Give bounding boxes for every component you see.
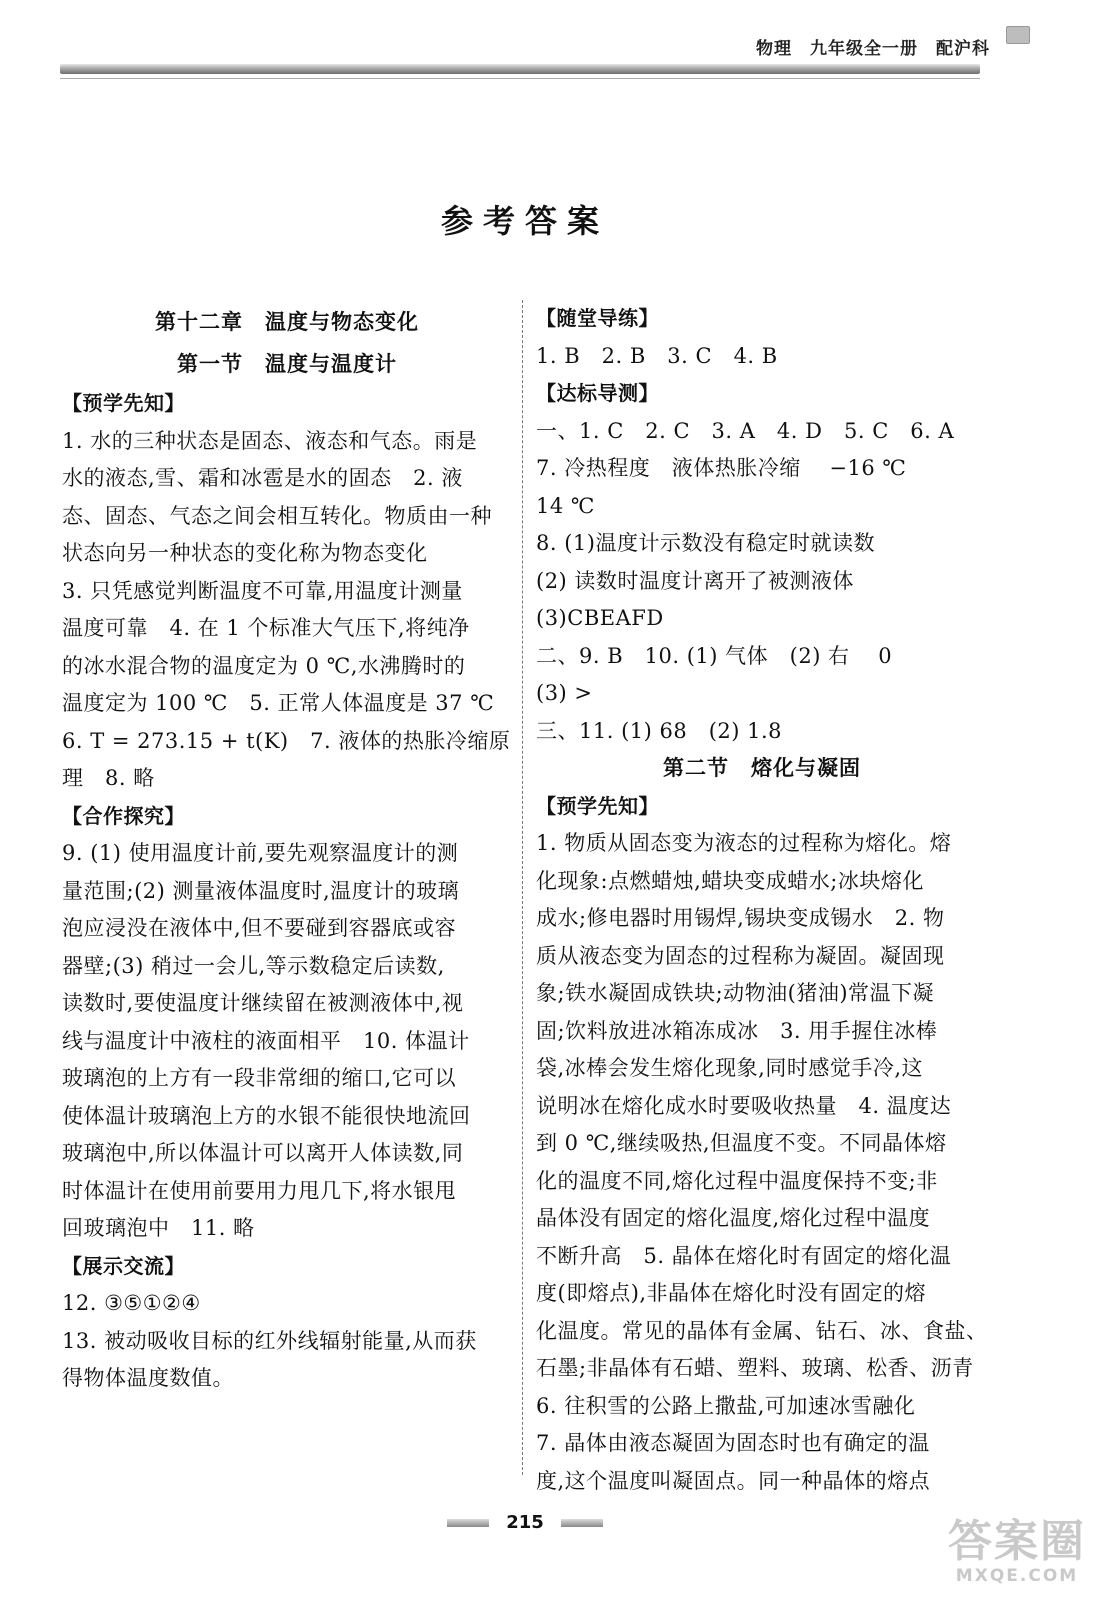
answer-line: 温度定为 100 ℃ 5. 正常人体温度是 37 ℃ bbox=[62, 691, 495, 715]
answer-line: 得物体温度数值。 bbox=[62, 1366, 234, 1390]
left-column-body bbox=[62, 385, 512, 1398]
answer-line: (3)CBEAFD bbox=[536, 606, 664, 630]
answer-line: 量范围;(2) 测量液体温度时,温度计的玻璃 bbox=[62, 878, 460, 903]
answer-line: 线与温度计中液柱的液面相平 10. 体温计 bbox=[62, 1028, 470, 1053]
watermark bbox=[948, 1518, 1086, 1586]
section-label: 【达标导测】 bbox=[536, 381, 659, 405]
section-label: 【随堂导练】 bbox=[536, 306, 659, 330]
answer-line: 象;铁水凝固成铁块;动物油(猪油)常温下凝 bbox=[536, 981, 935, 1005]
answer-line: 9. (1) 使用温度计前,要先观察温度计的测 bbox=[62, 841, 459, 865]
answer-line: 化温度。常见的晶体有金属、钻石、冰、食盐、 bbox=[536, 1318, 988, 1343]
answer-line: 12. ③⑤①②④ bbox=[62, 1291, 201, 1315]
section-label: 【预学先知】 bbox=[62, 391, 185, 415]
answer-line: (3) > bbox=[536, 681, 593, 705]
page-title: 参考答案 bbox=[440, 202, 609, 240]
answer-line: 理 8. 略 bbox=[62, 766, 155, 790]
answer-line: 晶体没有固定的熔化温度,熔化过程中温度 bbox=[536, 1206, 931, 1230]
page-number-ornament-left bbox=[447, 1519, 489, 1527]
answer-line: 器壁;(3) 稍过一会儿,等示数稳定后读数, bbox=[62, 953, 445, 978]
answer-line: 化的温度不同,熔化过程中温度保持不变;非 bbox=[536, 1168, 938, 1193]
header-rule bbox=[60, 64, 980, 74]
answer-line: 度(即熔点),非晶体在熔化时没有固定的熔 bbox=[536, 1281, 927, 1305]
answer-line: 8. (1)温度计示数没有稳定时就读数 bbox=[536, 531, 875, 555]
page-footer bbox=[0, 1512, 1050, 1533]
answer-line: 读数时,要使温度计继续留在被测液体中,视 bbox=[62, 991, 464, 1015]
watermark-site: MXQE.COM bbox=[955, 1566, 1079, 1586]
header-subject-line: 物理 九年级全一册 配沪科 bbox=[756, 39, 990, 59]
answer-line: 1. 水的三种状态是固态、液态和气态。雨是 bbox=[62, 428, 478, 453]
answer-line: 成水;修电器时用锡焊,锡块变成锡水 2. 物 bbox=[536, 906, 945, 930]
right-column-body bbox=[536, 300, 988, 1500]
answer-line: 14 ℃ bbox=[536, 493, 595, 518]
header-rule-thin bbox=[60, 78, 980, 79]
right-column bbox=[536, 300, 988, 1500]
answer-line: 玻璃泡的上方有一段非常细的缩口,它可以 bbox=[62, 1066, 457, 1090]
answer-line: 7. 晶体由液态凝固为固态时也有确定的温 bbox=[536, 1431, 930, 1455]
answer-line: 三、11. (1) 68 (2) 1.8 bbox=[536, 718, 783, 743]
answer-line: 袋,冰棒会发生熔化现象,同时感觉手冷,这 bbox=[536, 1056, 924, 1080]
answer-line: 使体温计玻璃泡上方的水银不能很快地流回 bbox=[62, 1103, 471, 1128]
answer-line: 二、9. B 10. (1) 气体 (2) 右 0 bbox=[536, 643, 893, 668]
section-heading: 第一节 温度与温度计 bbox=[177, 351, 397, 376]
header-tab-marker bbox=[1006, 26, 1030, 44]
answer-line: 度,这个温度叫凝固点。同一种晶体的熔点 bbox=[536, 1468, 931, 1493]
answer-line: 到 0 ℃,继续吸热,但温度不变。不同晶体熔 bbox=[536, 1131, 947, 1155]
answer-line: 6. 往积雪的公路上撒盐,可加速冰雪融化 bbox=[536, 1393, 916, 1418]
answer-line: 3. 只凭感觉判断温度不可靠,用温度计测量 bbox=[62, 578, 463, 603]
answer-line: 态、固态、气态之间会相互转化。物质由一种 bbox=[62, 503, 492, 528]
answer-line: 温度可靠 4. 在 1 个标准大气压下,将纯净 bbox=[62, 616, 470, 640]
answer-line: 固;饮料放进冰箱冻成冰 3. 用手握住冰棒 bbox=[536, 1018, 938, 1043]
answer-line: 质从液态变为固态的过程称为凝固。凝固现 bbox=[536, 943, 945, 968]
answer-line: 化现象:点燃蜡烛,蜡块变成蜡水;冰块熔化 bbox=[536, 868, 924, 893]
section-label: 【展示交流】 bbox=[62, 1253, 185, 1278]
answer-line: 说明冰在熔化成水时要吸收热量 4. 温度达 bbox=[536, 1093, 952, 1118]
answer-line: 不断升高 5. 晶体在熔化时有固定的熔化温 bbox=[536, 1243, 952, 1268]
answer-line: 石墨;非晶体有石蜡、塑料、玻璃、松香、沥青 bbox=[536, 1356, 974, 1380]
answer-line: 13. 被动吸收目标的红外线辐射能量,从而获 bbox=[62, 1328, 477, 1353]
chapter-heading: 第十二章 温度与物态变化 bbox=[155, 310, 419, 334]
answer-line: 6. T = 273.15 + t(K) 7. 液体的热胀冷缩原 bbox=[62, 728, 511, 753]
section-label: 【预学先知】 bbox=[536, 793, 659, 818]
answer-line: 1. B 2. B 3. C 4. B bbox=[536, 343, 778, 368]
answer-line: (2) 读数时温度计离开了被测液体 bbox=[536, 568, 854, 593]
answer-line: 回玻璃泡中 11. 略 bbox=[62, 1216, 255, 1240]
answer-line: 时体温计在使用前要用力甩几下,将水银甩 bbox=[62, 1178, 457, 1203]
answer-line: 状态向另一种状态的变化称为物态变化 bbox=[62, 541, 428, 565]
left-column bbox=[62, 300, 512, 1398]
answer-line: 的冰水混合物的温度定为 0 ℃,水沸腾时的 bbox=[62, 653, 466, 678]
page-number-ornament-right bbox=[561, 1519, 603, 1527]
section-label: 【合作探究】 bbox=[62, 803, 185, 828]
column-divider bbox=[522, 300, 523, 1475]
answer-line: 1. 物质从固态变为液态的过程称为熔化。熔 bbox=[536, 831, 952, 855]
page-number: 215 bbox=[506, 1512, 544, 1533]
watermark-main: 答案圈 bbox=[948, 1516, 1086, 1567]
answer-line: 7. 冷热程度 液体热胀冷缩 −16 ℃ bbox=[536, 456, 907, 480]
answer-line: 泡应浸没在液体中,但不要碰到容器底或容 bbox=[62, 916, 457, 940]
section-heading: 第二节 熔化与凝固 bbox=[663, 756, 861, 780]
answer-line: 一、1. C 2. C 3. A 4. D 5. C 6. A bbox=[536, 418, 955, 443]
answer-line: 玻璃泡中,所以体温计可以离开人体读数,同 bbox=[62, 1141, 464, 1165]
answer-line: 水的液态,雪、霜和冰雹是水的固态 2. 液 bbox=[62, 466, 463, 490]
